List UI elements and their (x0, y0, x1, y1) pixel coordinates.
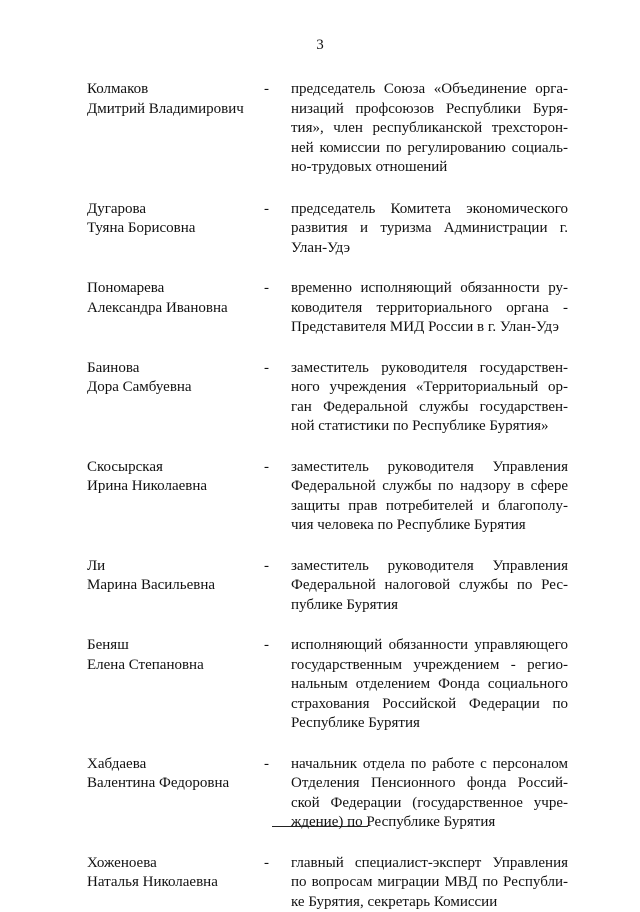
member-surname: Хабдаева (87, 755, 257, 775)
member-role-line: заместитель руководителя Управления (291, 557, 568, 577)
member-entry (0, 755, 640, 833)
member-role-line: развития и туризма Администрации г. (291, 219, 568, 239)
member-role-line: страхования Российской Федерации по (291, 695, 568, 715)
member-role (291, 557, 568, 616)
member-given-names: Ирина Николаевна (87, 477, 257, 497)
member-role-line: чия человека по Республике Бурятия (291, 516, 568, 536)
member-role (291, 279, 568, 338)
member-name (87, 359, 257, 398)
member-surname: Колмаков (87, 80, 257, 100)
member-role-line: ской Федерации (государственное учре- (291, 794, 568, 814)
member-role (291, 80, 568, 178)
member-role (291, 636, 568, 734)
member-role-line: ке Бурятия, секретарь Комиссии (291, 893, 568, 912)
commission-member-list (0, 80, 640, 912)
member-role (291, 200, 568, 259)
member-given-names: Туяна Борисовна (87, 219, 257, 239)
member-name (87, 200, 257, 239)
member-surname: Пономарева (87, 279, 257, 299)
member-role-line: Представителя МИД России в г. Улан-Удэ (291, 318, 568, 338)
member-role (291, 359, 568, 437)
member-role-line: ган Федеральной службы государствен- (291, 398, 568, 418)
member-entry (0, 854, 640, 912)
member-role-line: заместитель руководителя Управления (291, 458, 568, 478)
member-dash: - (264, 458, 269, 478)
member-role-line: Республике Бурятия (291, 714, 568, 734)
member-dash: - (264, 636, 269, 656)
member-given-names: Марина Васильевна (87, 576, 257, 596)
member-role-line: председатель Комитета экономического (291, 200, 568, 220)
member-surname: Ли (87, 557, 257, 577)
member-given-names: Елена Степановна (87, 656, 257, 676)
member-dash: - (264, 557, 269, 577)
member-name (87, 755, 257, 794)
member-role-line: ней комиссии по регулированию социаль- (291, 139, 568, 159)
member-surname: Дугарова (87, 200, 257, 220)
member-role (291, 458, 568, 536)
member-given-names: Дора Самбуевна (87, 378, 257, 398)
member-role-line: Отделения Пенсионного фонда Россий- (291, 774, 568, 794)
member-role-line: Улан-Удэ (291, 239, 568, 259)
member-role-line: защиты прав потребителей и благополу- (291, 497, 568, 517)
member-role-line: государственным учреждением - регио- (291, 656, 568, 676)
member-role-line: публике Бурятия (291, 596, 568, 616)
member-role (291, 854, 568, 912)
member-dash: - (264, 359, 269, 379)
member-role-line: ного учреждения «Территориальный ор- (291, 378, 568, 398)
member-name (87, 557, 257, 596)
member-role-line: исполняющий обязанности управляющего (291, 636, 568, 656)
member-entry (0, 279, 640, 338)
member-name (87, 636, 257, 675)
member-dash: - (264, 200, 269, 220)
member-dash: - (264, 854, 269, 874)
member-role-line: председатель Союза «Объединение орга- (291, 80, 568, 100)
member-name (87, 854, 257, 893)
member-entry (0, 636, 640, 734)
member-entry (0, 458, 640, 536)
member-surname: Скосырская (87, 458, 257, 478)
member-name (87, 80, 257, 119)
member-role-line: низаций профсоюзов Республики Буря- (291, 100, 568, 120)
member-role-line: но-трудовых отношений (291, 158, 568, 178)
member-role-line: главный специалист-эксперт Управления (291, 854, 568, 874)
member-role-line: начальник отдела по работе с персоналом (291, 755, 568, 775)
member-surname: Баинова (87, 359, 257, 379)
member-dash: - (264, 80, 269, 100)
member-role-line: ководителя территориального органа - (291, 299, 568, 319)
member-role-line: нальным отделением Фонда социального (291, 675, 568, 695)
member-dash: - (264, 755, 269, 775)
end-of-list-rule (272, 826, 368, 827)
member-entry (0, 80, 640, 178)
member-surname: Хоженоева (87, 854, 257, 874)
member-entry (0, 557, 640, 616)
member-role-line: ной статистики по Республике Бурятия» (291, 417, 568, 437)
page-number: 3 (0, 36, 640, 54)
member-role-line: Федеральной налоговой службы по Рес- (291, 576, 568, 596)
member-role-line: заместитель руководителя государствен- (291, 359, 568, 379)
member-given-names: Дмитрий Владимирович (87, 100, 257, 120)
member-role-line: Федеральной службы по надзору в сфере (291, 477, 568, 497)
member-entry (0, 359, 640, 437)
member-surname: Беняш (87, 636, 257, 656)
member-name (87, 279, 257, 318)
member-given-names: Наталья Николаевна (87, 873, 257, 893)
member-role-line: временно исполняющий обязанности ру- (291, 279, 568, 299)
member-given-names: Александра Ивановна (87, 299, 257, 319)
member-role-line: тия», член республиканской трехсторон- (291, 119, 568, 139)
member-role (291, 755, 568, 833)
member-role-line: по вопросам миграции МВД по Республи- (291, 873, 568, 893)
member-given-names: Валентина Федоровна (87, 774, 257, 794)
member-dash: - (264, 279, 269, 299)
member-entry (0, 200, 640, 259)
member-role-line: ждение) по Республике Бурятия (291, 813, 568, 833)
member-name (87, 458, 257, 497)
